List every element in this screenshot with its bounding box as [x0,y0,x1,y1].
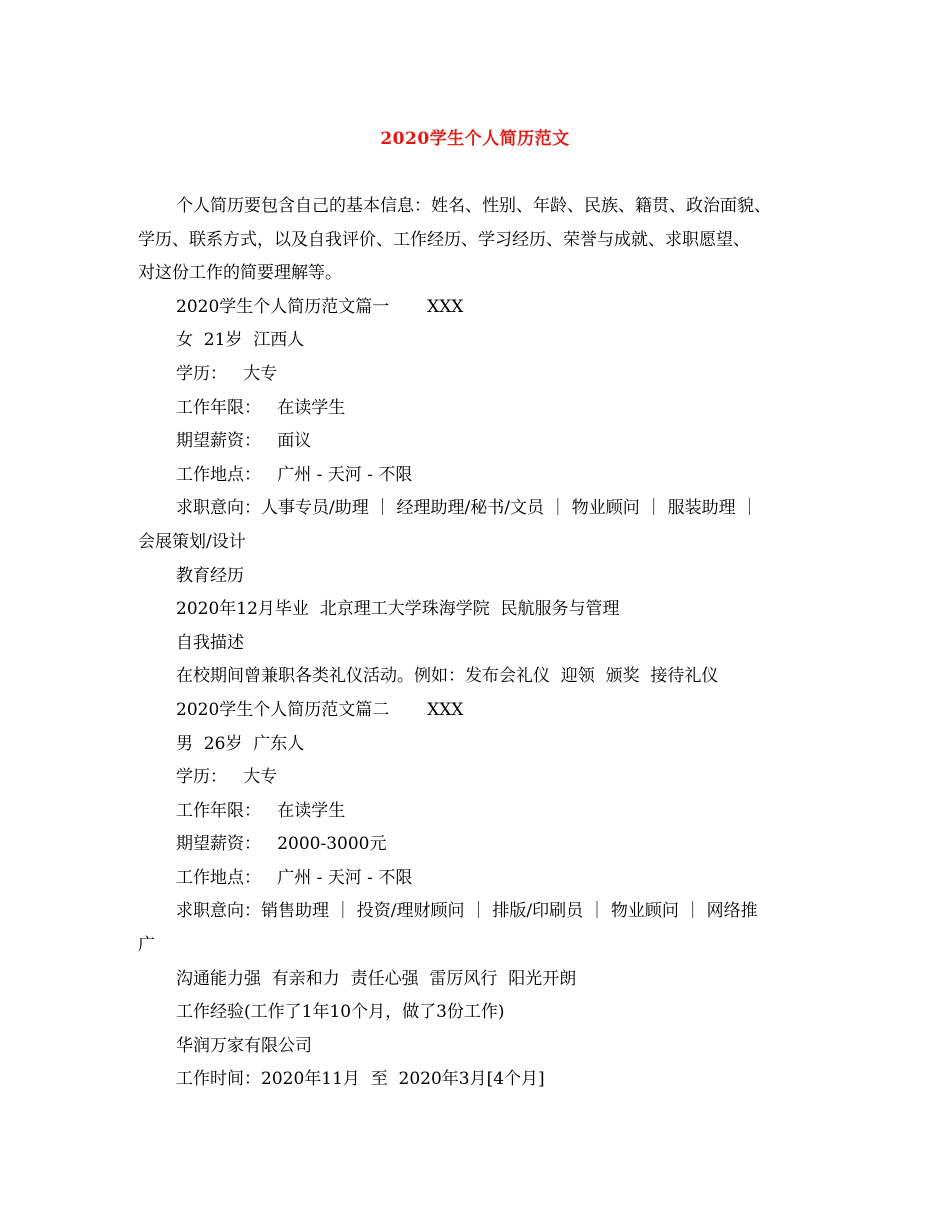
education-detail: 2020年12月毕业 北京理工大学珠海学院 民航服务与管理 [176,599,620,620]
personal-traits: 沟通能力强 有亲和力 责任心强 雷厉风行 阳光开朗 [176,968,577,989]
section-heading-1: 2020学生个人简历范文篇一 XXX [176,296,464,317]
job-intention: 求职意向：人事专员/助理 ｜ 经理助理/秘书/文员 ｜ 物业顾问 ｜ 服装助理 ｜ [176,498,759,519]
intro-line: 个人简历要包含自己的基本信息：姓名、性别、年龄、民族、籍贯、政治面貌、 [176,196,771,216]
document-body [138,190,828,1097]
section-heading-2: 2020学生个人简历范文篇二 XXX [176,699,464,720]
self-description: 在校期间曾兼职各类礼仪活动。例如：发布会礼仪 迎领 颁奖 接待礼仪 [176,666,719,687]
work-experience-heading: 工作经验(工作了1年10个月，做了3份工作) [176,1002,505,1023]
intro-line: 学历、联系方式，以及自我评价、工作经历、学习经历、荣誉与成就、求职愿望、 [138,229,750,250]
work-location: 工作地点： 广州 - 天河 - 不限 [176,464,413,485]
company-name: 华润万家有限公司 [176,1035,312,1056]
personal-info: 男 26岁 广东人 [176,733,305,754]
job-intention-continued: 会展策划/设计 [138,531,246,552]
self-description-heading: 自我描述 [176,632,244,653]
education-level: 学历： 大专 [176,363,278,384]
education-heading: 教育经历 [176,565,244,586]
work-years: 工作年限： 在读学生 [176,397,346,418]
document-title: 2020学生个人简历范文 [380,129,570,149]
work-years: 工作年限： 在读学生 [176,800,346,821]
expected-salary: 期望薪资： 面议 [176,431,312,452]
personal-info: 女 21岁 江西人 [176,330,305,351]
expected-salary: 期望薪资： 2000-3000元 [176,834,387,855]
work-period: 工作时间：2020年11月 至 2020年3月[4个月] [176,1069,545,1090]
education-level: 学历： 大专 [176,767,278,788]
job-intention: 求职意向：销售助理 ｜ 投资/理财顾问 ｜ 排版/印刷员 ｜ 物业顾问 ｜ 网络推 [176,901,758,922]
job-intention-continued: 广 [138,935,155,956]
intro-line: 对这份工作的简要理解等。 [138,263,342,284]
work-location: 工作地点： 广州 - 天河 - 不限 [176,867,413,888]
